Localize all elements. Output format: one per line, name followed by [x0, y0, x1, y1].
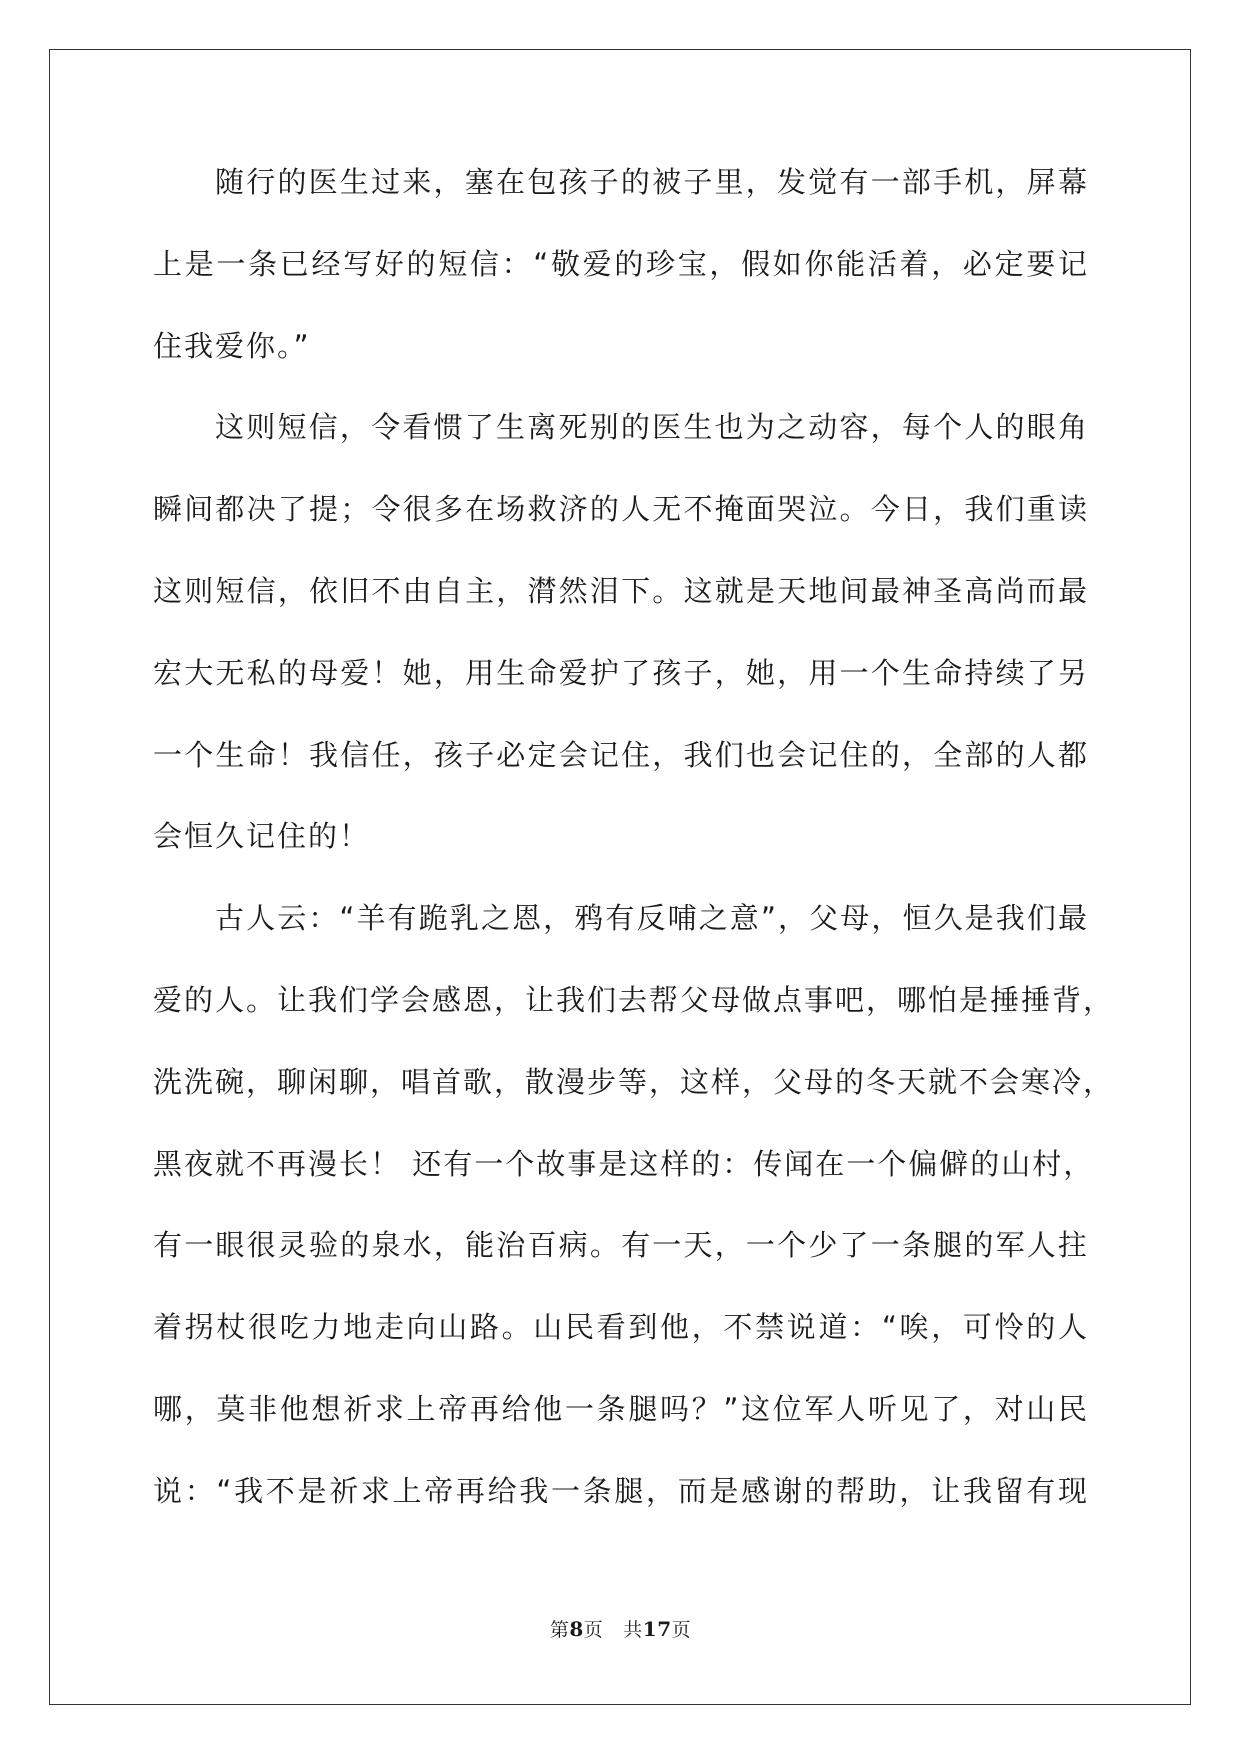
text-line: 宏大无私的母爱！她，用生命爱护了孩子，她，用一个生命持续了另: [153, 655, 1089, 690]
text-line: 上是一条已经写好的短信：“敬爱的珍宝，假如你能活着，必定要记: [153, 246, 1089, 281]
text-line: 这则短信，依旧不由自主，潸然泪下。这就是天地间最神圣高尚而最: [153, 573, 1089, 608]
footer-page-number: 8: [569, 1617, 584, 1641]
text-line: 古人云：“羊有跪乳之恩，鸦有反哺之意”，父母，恒久是我们最: [215, 901, 1089, 936]
text-line: 哪，莫非他想祈求上帝再给他一条腿吗？”这位军人听见了，对山民: [153, 1391, 1089, 1426]
text-line: 黑夜就不再漫长！ 还有一个故事是这样的：传闻在一个偏僻的山村，: [153, 1146, 1095, 1181]
text-line: 住我爱你。”: [153, 328, 311, 363]
text-line: 这则短信，令看惯了生离死别的医生也为之动容，每个人的眼角: [215, 410, 1089, 445]
footer-page-prefix: 第: [549, 1619, 570, 1641]
footer-total-unit: 页: [671, 1619, 692, 1641]
text-line: 着拐杖很吃力地走向山路。山民看到他，不禁说道：“唉，可怜的人: [153, 1310, 1089, 1345]
text-line: 说：“我不是祈求上帝再给我一条腿，而是感谢的帮助，让我留有现: [153, 1473, 1089, 1508]
text-line: 会恒久记住的！: [153, 819, 371, 854]
text-line: 有一眼很灵验的泉水，能治百病。有一天，一个少了一条腿的军人拄: [153, 1228, 1089, 1263]
text-line: 爱的人。让我们学会感恩，让我们去帮父母做点事吧，哪怕是捶捶背，: [153, 982, 1115, 1017]
document-body: [153, 162, 1115, 1553]
footer-page-unit: 页: [583, 1619, 604, 1641]
footer-total-prefix: 共: [623, 1619, 643, 1641]
text-line: 随行的医生过来，塞在包孩子的被子里，发觉有一部手机，屏幕: [215, 165, 1089, 199]
footer-total-pages: 17: [642, 1617, 672, 1641]
text-line: 瞬间都决了提；令很多在场救济的人无不掩面哭泣。今日，我们重读: [153, 492, 1089, 527]
page-footer: [0, 1615, 1241, 1642]
text-line: 洗洗碗，聊闲聊，唱首歌，散漫步等，这样，父母的冬天就不会寒冷，: [153, 1064, 1115, 1099]
text-line: 一个生命！我信任，孩子必定会记住，我们也会记住的，全部的人都: [153, 737, 1089, 772]
